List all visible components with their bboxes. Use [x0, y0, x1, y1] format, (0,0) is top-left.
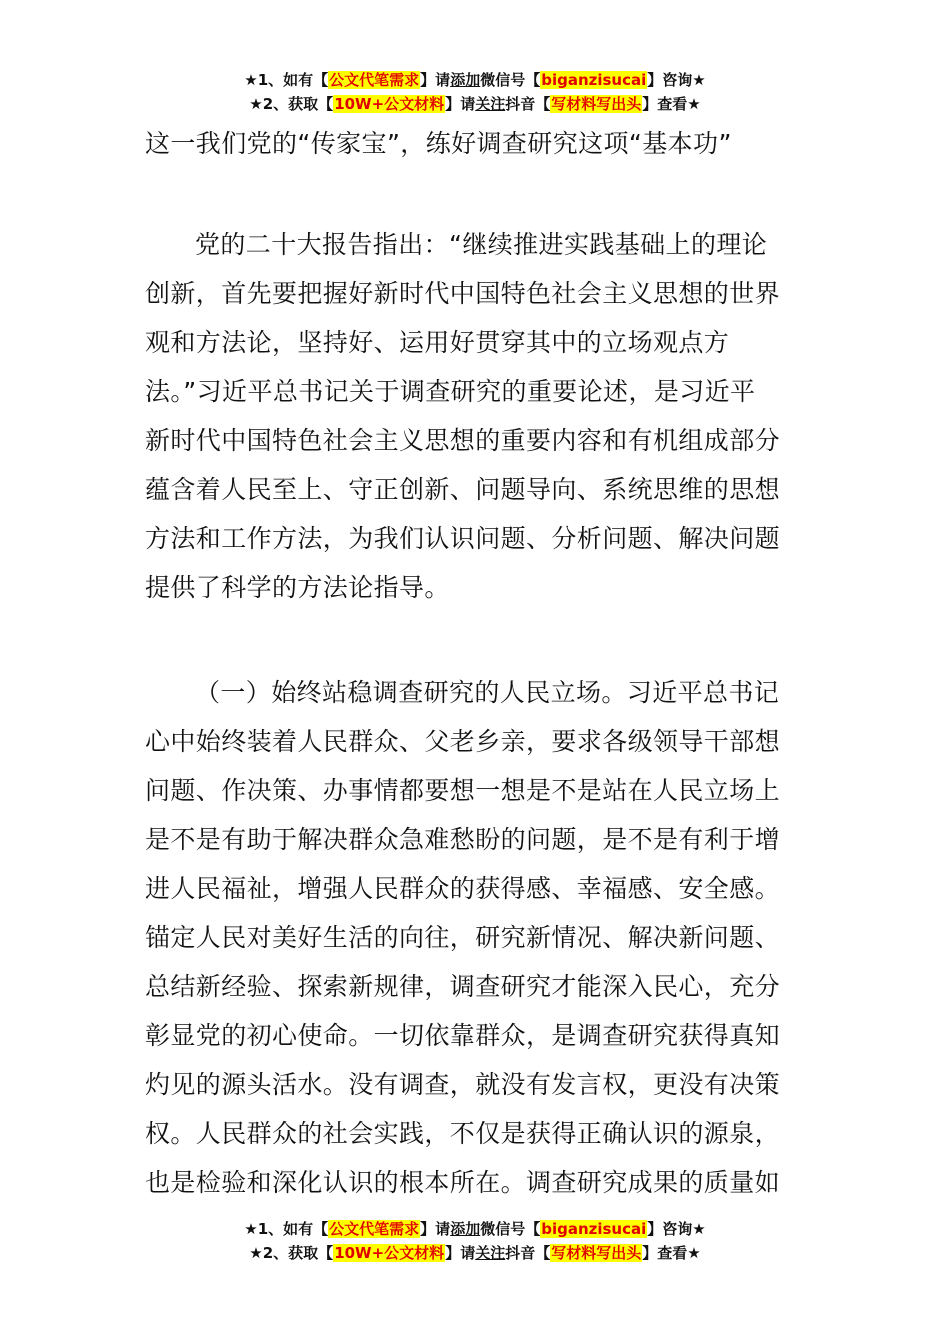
paragraph-line: 创新，首先要把握好新时代中国特色社会主义思想的世界 [145, 279, 781, 308]
highlight-materials: 10W+公文材料 [334, 1244, 445, 1262]
highlight-wechat-id: biganzisucai [541, 1220, 647, 1238]
banner-line-2: ★2、获取【10W+公文材料】请关注抖音【写材料写出头】查看★ [249, 1244, 701, 1262]
highlight-service-need: 公文代笔需求 [329, 71, 420, 89]
paragraph-line: 问题、作决策、办事情都要想一想是不是站在人民立场上 [145, 776, 781, 805]
paragraph-1 [145, 220, 810, 612]
paragraph-line: （一）始终站稳调查研究的人民立场。习近平总书记 [195, 678, 780, 707]
paragraph-line: 观和方法论，坚持好、运用好贯穿其中的立场观点方 [145, 328, 730, 357]
highlight-wechat-id: biganzisucai [541, 71, 647, 89]
paragraph-2 [145, 668, 810, 1207]
paragraph-line: 彰显党的初心使命。一切依靠群众，是调查研究获得真知 [145, 1021, 781, 1050]
paragraph-line: 党的二十大报告指出：“继续推进实践基础上的理论 [195, 230, 768, 259]
highlight-materials: 10W+公文材料 [334, 95, 445, 113]
top-banner [0, 68, 950, 116]
paragraph-line: 也是检验和深化认识的根本所在。调查研究成果的质量如 [145, 1168, 781, 1197]
paragraph-line: 法。”习近平总书记关于调查研究的重要论述，是习近平 [145, 377, 756, 406]
paragraph-line: 权。人民群众的社会实践，不仅是获得正确认识的源泉， [145, 1119, 781, 1148]
banner-line-1: ★1、如有【公文代笔需求】请添加微信号【biganzisucai】咨询★ [244, 71, 706, 89]
paragraph-line: 灼见的源头活水。没有调查，就没有发言权，更没有决策 [145, 1070, 781, 1099]
paragraph-line: 新时代中国特色社会主义思想的重要内容和有机组成部分 [145, 426, 781, 455]
highlight-douyin-account: 写材料写出头 [551, 95, 642, 113]
paragraph-line: 进人民福祉，增强人民群众的获得感、幸福感、安全感。 [145, 874, 781, 903]
bottom-banner [0, 1217, 950, 1265]
paragraph-line: 锚定人民对美好生活的向往，研究新情况、解决新问题、 [145, 923, 781, 952]
paragraph-line: 方法和工作方法，为我们认识问题、分析问题、解决问题 [145, 524, 781, 553]
banner-line-2: ★2、获取【10W+公文材料】请关注抖音【写材料写出头】查看★ [249, 95, 701, 113]
highlight-service-need: 公文代笔需求 [329, 1220, 420, 1238]
banner-line-1: ★1、如有【公文代笔需求】请添加微信号【biganzisucai】咨询★ [244, 1220, 706, 1238]
paragraph-line: 总结新经验、探索新规律，调查研究才能深入民心，充分 [145, 972, 781, 1001]
paragraph-line: 蕴含着人民至上、守正创新、问题导向、系统思维的思想 [145, 475, 781, 504]
highlight-douyin-account: 写材料写出头 [551, 1244, 642, 1262]
heading-fragment: 这一我们党的“传家宝”，练好调查研究这项“基本功” [145, 129, 732, 158]
paragraph-line: 心中始终装着人民群众、父老乡亲，要求各级领导干部想 [145, 727, 781, 756]
paragraph-line: 提供了科学的方法论指导。 [145, 573, 450, 602]
paragraph-line: 是不是有助于解决群众急难愁盼的问题，是不是有利于增 [145, 825, 781, 854]
